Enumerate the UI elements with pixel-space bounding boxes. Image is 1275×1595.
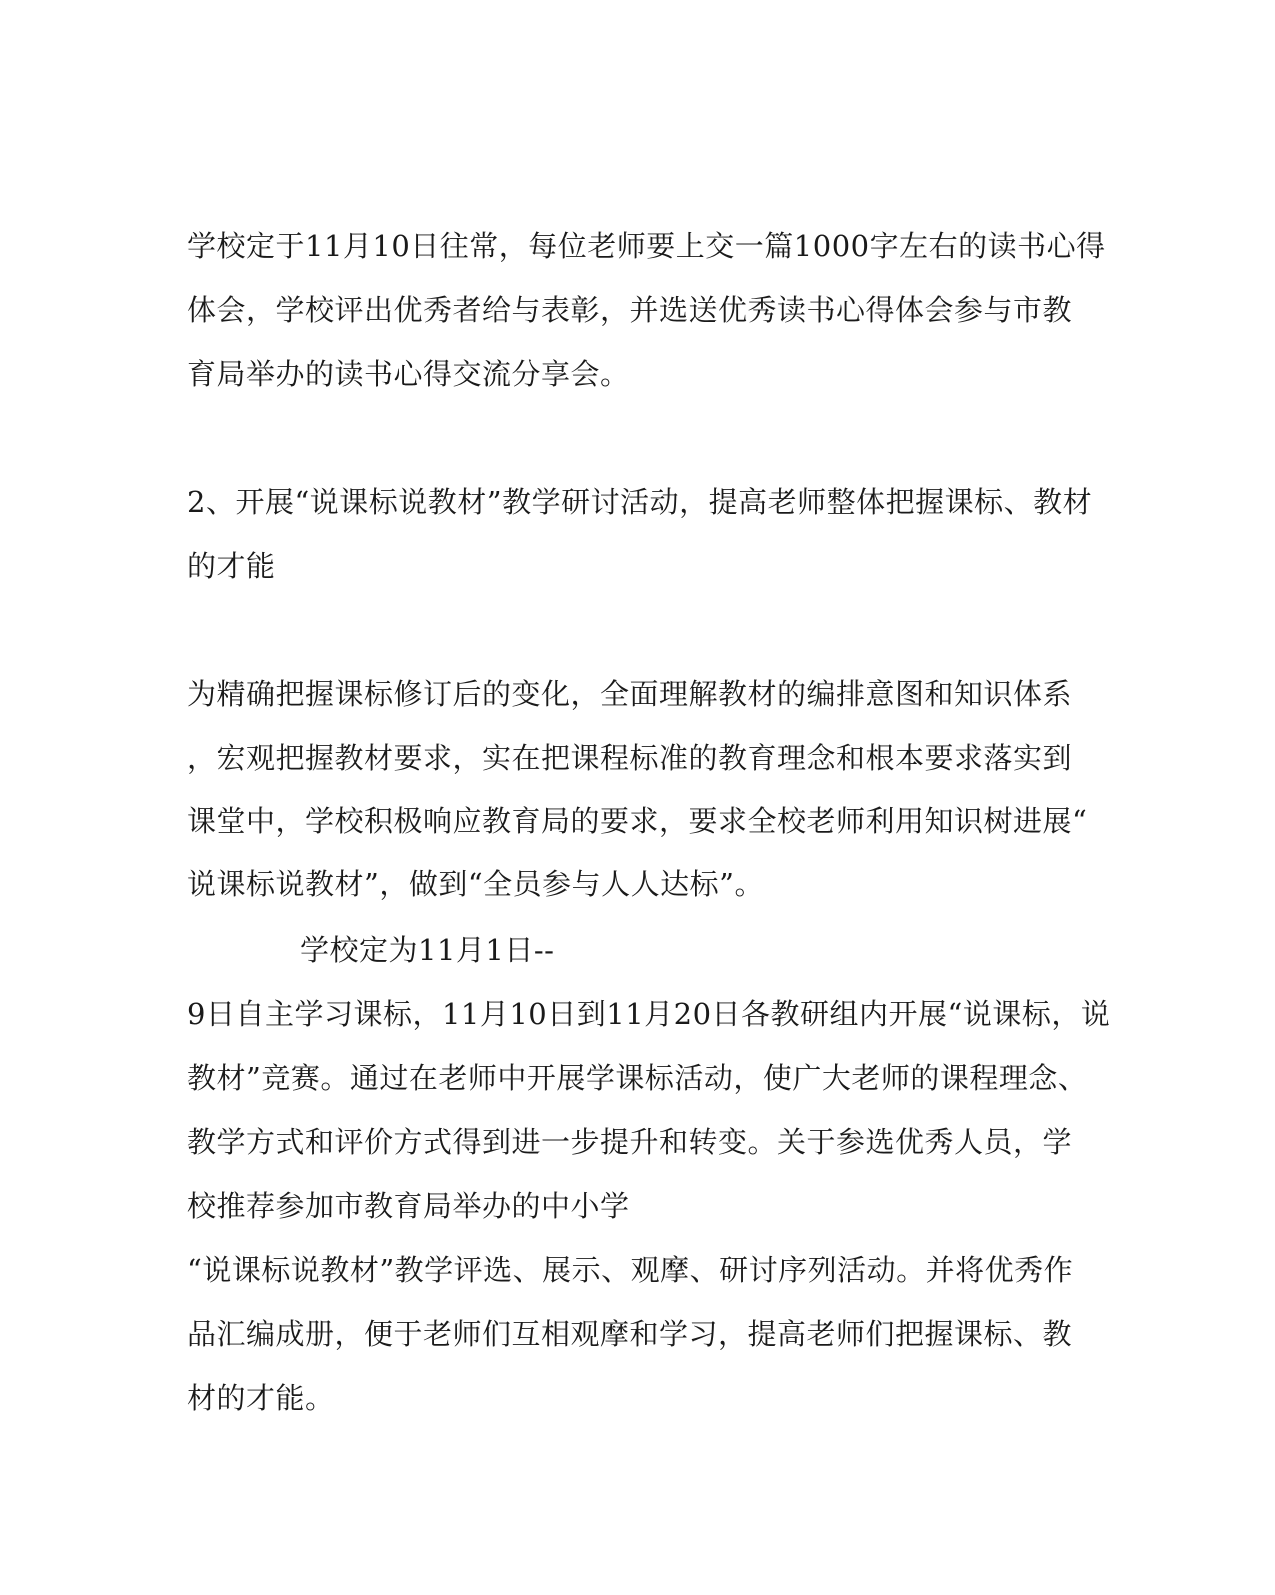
- paragraph-line: 说课标说教材”，做到“全员参与人人达标”。: [187, 867, 764, 901]
- paragraph-line: 品汇编成册，便于老师们互相观摩和学习，提高老师们把握课标、教: [187, 1317, 1073, 1351]
- paragraph-line: 教材”竞赛。通过在老师中开展学课标活动，使广大老师的课程理念、: [187, 1061, 1088, 1095]
- paragraph-line: “说课标说教材”教学评选、展示、观摩、研讨序列活动。并将优秀作: [187, 1253, 1074, 1287]
- paragraph-line: 材的才能。: [187, 1381, 335, 1415]
- paragraph-line: ，宏观把握教材要求，实在把课程标准的教育理念和根本要求落实到: [187, 741, 1073, 775]
- section-heading-line: 的才能: [187, 549, 276, 583]
- paragraph-line: 为精确把握课标修订后的变化，全面理解教材的编排意图和知识体系: [187, 677, 1073, 711]
- paragraph-line: 教学方式和评价方式得到进一步提升和转变。关于参选优秀人员，学: [187, 1125, 1073, 1159]
- paragraph-line: 学校定于11月10日往常，每位老师要上交一篇1000字左右的读书心得: [187, 229, 1106, 263]
- paragraph-line: 体会，学校评出优秀者给与表彰，并选送优秀读书心得体会参与市教: [187, 293, 1073, 327]
- paragraph-line: 9日自主学习课标，11月10日到11月20日各教研组内开展“说课标，说: [187, 997, 1111, 1031]
- paragraph-line: 育局举办的读书心得交流分享会。: [187, 357, 630, 391]
- paragraph-line: 课堂中，学校积极响应教育局的要求，要求全校老师利用知识树进展“: [187, 804, 1088, 838]
- paragraph-line: 校推荐参加市教育局举办的中小学: [187, 1189, 630, 1223]
- section-heading-line: 2、开展“说课标说教材”教学研讨活动，提高老师整体把握课标、教材: [187, 485, 1093, 519]
- paragraph-line: 学校定为11月1日--: [300, 933, 555, 967]
